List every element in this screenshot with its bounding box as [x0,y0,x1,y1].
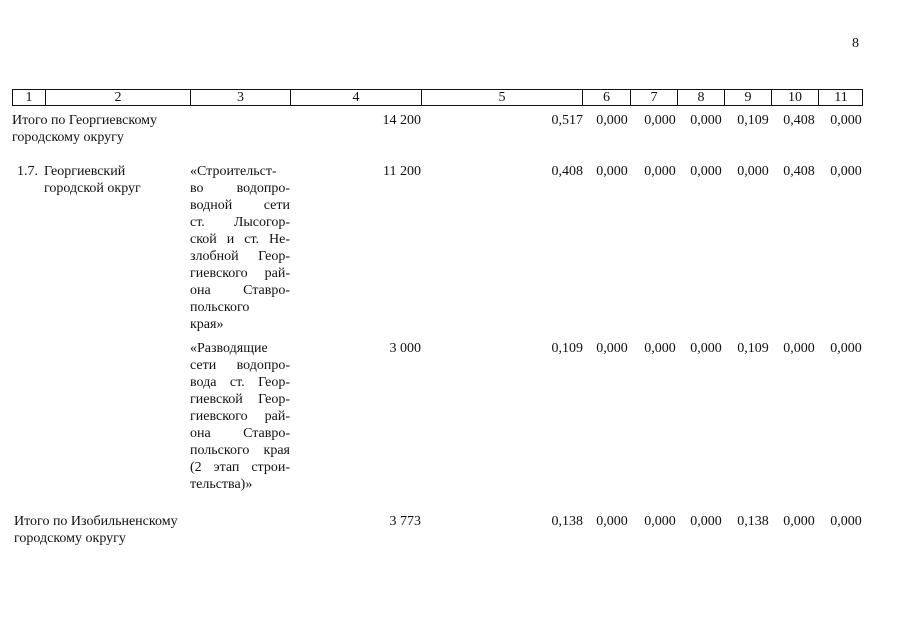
project-line: она Ставро- [190,426,290,441]
col10-value: 0,000 [783,514,815,529]
page-number: 8 [852,36,859,51]
project-line: края» [190,317,224,332]
col6-value: 0,000 [596,113,628,128]
row-name-line-1: Георгиевский [44,164,126,179]
col10-value: 0,408 [783,113,815,128]
table-header [12,89,863,106]
col5-value: 0,408 [551,164,583,179]
header-col-3: 3 [191,90,291,105]
row-name-line-2: городской округ [44,181,141,196]
col6-value: 0,000 [596,514,628,529]
project-name [190,163,290,333]
project-line: вода ст. Геор- [190,375,290,390]
col8-value: 0,000 [690,341,722,356]
header-col-2: 2 [46,90,191,105]
col10-value: 0,408 [783,164,815,179]
col4-value: 11 200 [383,164,421,179]
col8-value: 0,000 [690,514,722,529]
project-line: гиевской Геор- [190,392,290,407]
col9-value: 0,109 [737,341,769,356]
col4-value: 3 000 [389,341,421,356]
project-line: «Разводящие [190,341,268,356]
col8-value: 0,000 [690,113,722,128]
row-name-line-1: Итого по Георгиевскому [12,113,158,128]
col11-value: 0,000 [830,341,862,356]
project-line: она Ставро- [190,283,290,298]
header-col-9: 9 [725,90,772,105]
col7-value: 0,000 [644,164,676,179]
col10-value: 0,000 [783,341,815,356]
col9-value: 0,138 [737,514,769,529]
col11-value: 0,000 [830,113,862,128]
col9-value: 0,000 [737,164,769,179]
header-col-8: 8 [678,90,725,105]
project-line: сети водопро- [190,358,290,373]
header-col-11: 11 [834,90,848,105]
col7-value: 0,000 [644,514,676,529]
header-col-10: 10 [772,90,819,105]
row-name-line-2: городскому округу [14,531,126,546]
project-line: злобной Геор- [190,249,290,264]
project-line: ст. Лысогор- [190,215,290,230]
col9-value: 0,109 [737,113,769,128]
col11-value: 0,000 [830,514,862,529]
project-name [190,340,290,493]
col6-value: 0,000 [596,164,628,179]
project-line: (2 этап строи- [190,460,290,475]
col5-value: 0,517 [551,113,583,128]
col7-value: 0,000 [644,341,676,356]
project-line: польского [190,300,250,315]
col8-value: 0,000 [690,164,722,179]
row-name-line-2: городскому округу [12,130,124,145]
project-line: гиевского рай- [190,409,290,424]
project-line: гиевского рай- [190,266,290,281]
project-line: тельства)» [190,477,253,492]
project-line: «Строительст- [190,164,277,179]
header-col-4: 4 [291,90,422,105]
project-line: польского края [190,443,290,458]
project-line: во водопро- [190,181,290,196]
row-number: 1.7. [17,164,38,179]
col5-value: 0,138 [551,514,583,529]
row-name-line-1: Итого по Изобильненскому [14,514,178,529]
header-col-7: 7 [631,90,678,105]
project-line: ской и ст. Не- [190,232,290,247]
col5-value: 0,109 [551,341,583,356]
header-col-5: 5 [422,90,583,105]
col11-value: 0,000 [830,164,862,179]
header-col-6: 6 [583,90,631,105]
col4-value: 14 200 [382,113,421,128]
col7-value: 0,000 [644,113,676,128]
project-line: водной сети [190,198,290,213]
col6-value: 0,000 [596,341,628,356]
header-col-1: 1 [13,90,46,105]
col4-value: 3 773 [389,514,421,529]
